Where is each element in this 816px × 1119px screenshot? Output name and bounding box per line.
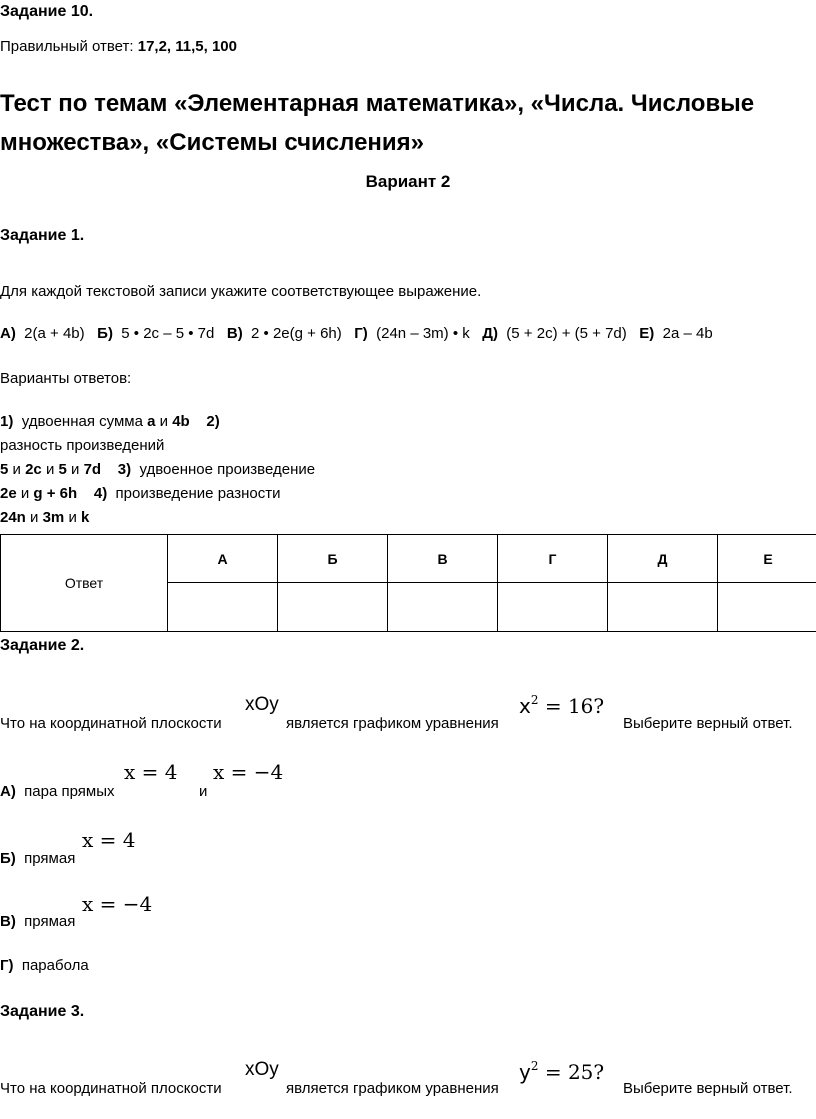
task2-q-part1: Что на координатной плоскости	[0, 715, 222, 732]
opt3-v1: 2e	[0, 485, 17, 502]
opt2-text: разность произведений	[0, 437, 165, 454]
opt3-num: 3)	[117, 461, 132, 478]
expr-g: (24n – 3m) • k	[376, 325, 470, 342]
answer-header-v: В	[388, 535, 498, 583]
expr-d: (5 + 2c) + (5 + 7d)	[506, 325, 627, 342]
opt2-v4: 7d	[83, 461, 102, 478]
opt4-v3: k	[81, 509, 90, 526]
task3-eq-var: y	[519, 1060, 531, 1084]
task2-a-text: пара прямых	[24, 783, 115, 800]
expr-b-letter: Б)	[97, 325, 113, 342]
opt3-v2: g + 6h	[33, 485, 78, 502]
answer-cell-g[interactable]	[498, 583, 608, 632]
task2-eq-var: x	[519, 694, 531, 718]
answer-header-e: Е	[718, 535, 816, 583]
opt2-and3: и	[71, 461, 80, 478]
task2-q-part3: Выберите верный ответ.	[623, 715, 793, 732]
answer-cell-b[interactable]	[278, 583, 388, 632]
task2-c-text: прямая	[24, 913, 76, 930]
task3-label: Задание 3.	[0, 1003, 85, 1020]
task1-opt3-opt4-line	[0, 485, 280, 502]
prev-answer-line	[0, 38, 237, 55]
expr-a-letter: А)	[0, 325, 16, 342]
opt4-text: произведение разности	[115, 485, 281, 502]
opt2-num: 2)	[206, 413, 220, 430]
expr-a: 2(a + 4b)	[24, 325, 85, 342]
page-title-line1: Тест по темам «Элементарная математика», «Числа. Числовые	[0, 90, 755, 117]
task2-a-eq1: x = 4	[124, 760, 178, 784]
task3-eq-rest: = 25?	[538, 1060, 605, 1084]
page-title-line2: множества», «Системы счисления»	[0, 129, 425, 156]
answer-cell-d[interactable]	[608, 583, 718, 632]
task1-opt2-opt3-line	[0, 461, 315, 478]
task3-q-part3: Выберите верный ответ.	[623, 1080, 793, 1097]
page-title	[0, 84, 754, 162]
task2-q-part2: является графиком уравнения	[286, 715, 499, 732]
opt4-and1: и	[30, 509, 39, 526]
answer-header-a: А	[168, 535, 278, 583]
answer-cell-a[interactable]	[168, 583, 278, 632]
task2-b-letter: Б)	[0, 850, 16, 867]
opt1-and: и	[159, 413, 169, 430]
opt3-and1: и	[20, 485, 30, 502]
task1-opt1-line	[0, 413, 220, 430]
expr-b: 5 • 2c – 5 • 7d	[121, 325, 215, 342]
prev-answer-prefix: Правильный ответ:	[0, 38, 134, 55]
task3-q-part2: является графиком уравнения	[286, 1080, 499, 1097]
prev-answer-value: 17,2, 11,5, 100	[137, 38, 237, 55]
task2-answer-b	[0, 850, 75, 867]
task2-label: Задание 2.	[0, 637, 85, 654]
opt2-and1: и	[12, 461, 21, 478]
opt4-v1: 24n	[0, 509, 26, 526]
task1-label: Задание 1.	[0, 227, 85, 244]
expr-e-letter: Е)	[639, 325, 655, 342]
opt4-and2: и	[68, 509, 77, 526]
task2-a-and: и	[199, 783, 208, 800]
expr-v: 2 • 2e(g + 6h)	[251, 325, 342, 342]
opt1-num: 1)	[0, 413, 14, 430]
answer-row-label: Ответ	[1, 535, 168, 632]
expr-e: 2a – 4b	[662, 325, 713, 342]
task1-expressions	[0, 325, 713, 342]
answer-header-g: Г	[498, 535, 608, 583]
task2-equation	[519, 693, 604, 718]
answer-cell-v[interactable]	[388, 583, 498, 632]
prev-task-label: Задание 10.	[0, 3, 94, 20]
task3-eq-exp: 2	[530, 1059, 539, 1073]
task2-eq-exp: 2	[530, 693, 539, 707]
expr-v-letter: В)	[226, 325, 243, 342]
opt4-v2: 3m	[42, 509, 65, 526]
task2-c-letter: В)	[0, 913, 16, 930]
variant-heading: Вариант 2	[365, 172, 451, 191]
task3-q-part1: Что на координатной плоскости	[0, 1080, 222, 1097]
task3-equation	[519, 1059, 604, 1084]
answer-header-b: Б	[278, 535, 388, 583]
opt2-v1: 5	[0, 461, 9, 478]
expr-d-letter: Д)	[482, 325, 498, 342]
task2-b-eq: x = 4	[82, 828, 136, 852]
task2-a-letter: А)	[0, 783, 16, 800]
opt3-text: удвоенное произведение	[139, 461, 316, 478]
task2-answer-d	[0, 957, 89, 974]
opt2-v2: 2c	[25, 461, 42, 478]
opt4-num: 4)	[93, 485, 108, 502]
task2-a-eq2: x = −4	[213, 760, 284, 784]
opt1-v1: a	[147, 413, 156, 430]
opt2-v3: 5	[58, 461, 67, 478]
expr-g-letter: Г)	[354, 325, 368, 342]
task2-d-letter: Г)	[0, 957, 14, 974]
task1-variants-label: Варианты ответов:	[0, 370, 132, 387]
task2-d-text: парабола	[21, 957, 89, 974]
opt1-v2: 4b	[172, 413, 190, 430]
task2-plane: xOy	[245, 694, 279, 715]
answer-table	[0, 534, 816, 632]
task2-answer-c	[0, 913, 75, 930]
task1-instruction: Для каждой текстовой записи укажите соответствующее выражение.	[0, 283, 482, 300]
task2-answer-a	[0, 783, 115, 800]
opt2-and2: и	[45, 461, 55, 478]
task1-opt4-vars	[0, 509, 89, 526]
task2-c-eq: x = −4	[82, 892, 153, 916]
answer-header-d: Д	[608, 535, 718, 583]
task2-eq-rest: = 16?	[538, 694, 605, 718]
opt1-text: удвоенная сумма	[21, 413, 143, 430]
task2-b-text: прямая	[24, 850, 76, 867]
answer-cell-e[interactable]	[718, 583, 816, 632]
task3-plane: xOy	[245, 1059, 279, 1080]
